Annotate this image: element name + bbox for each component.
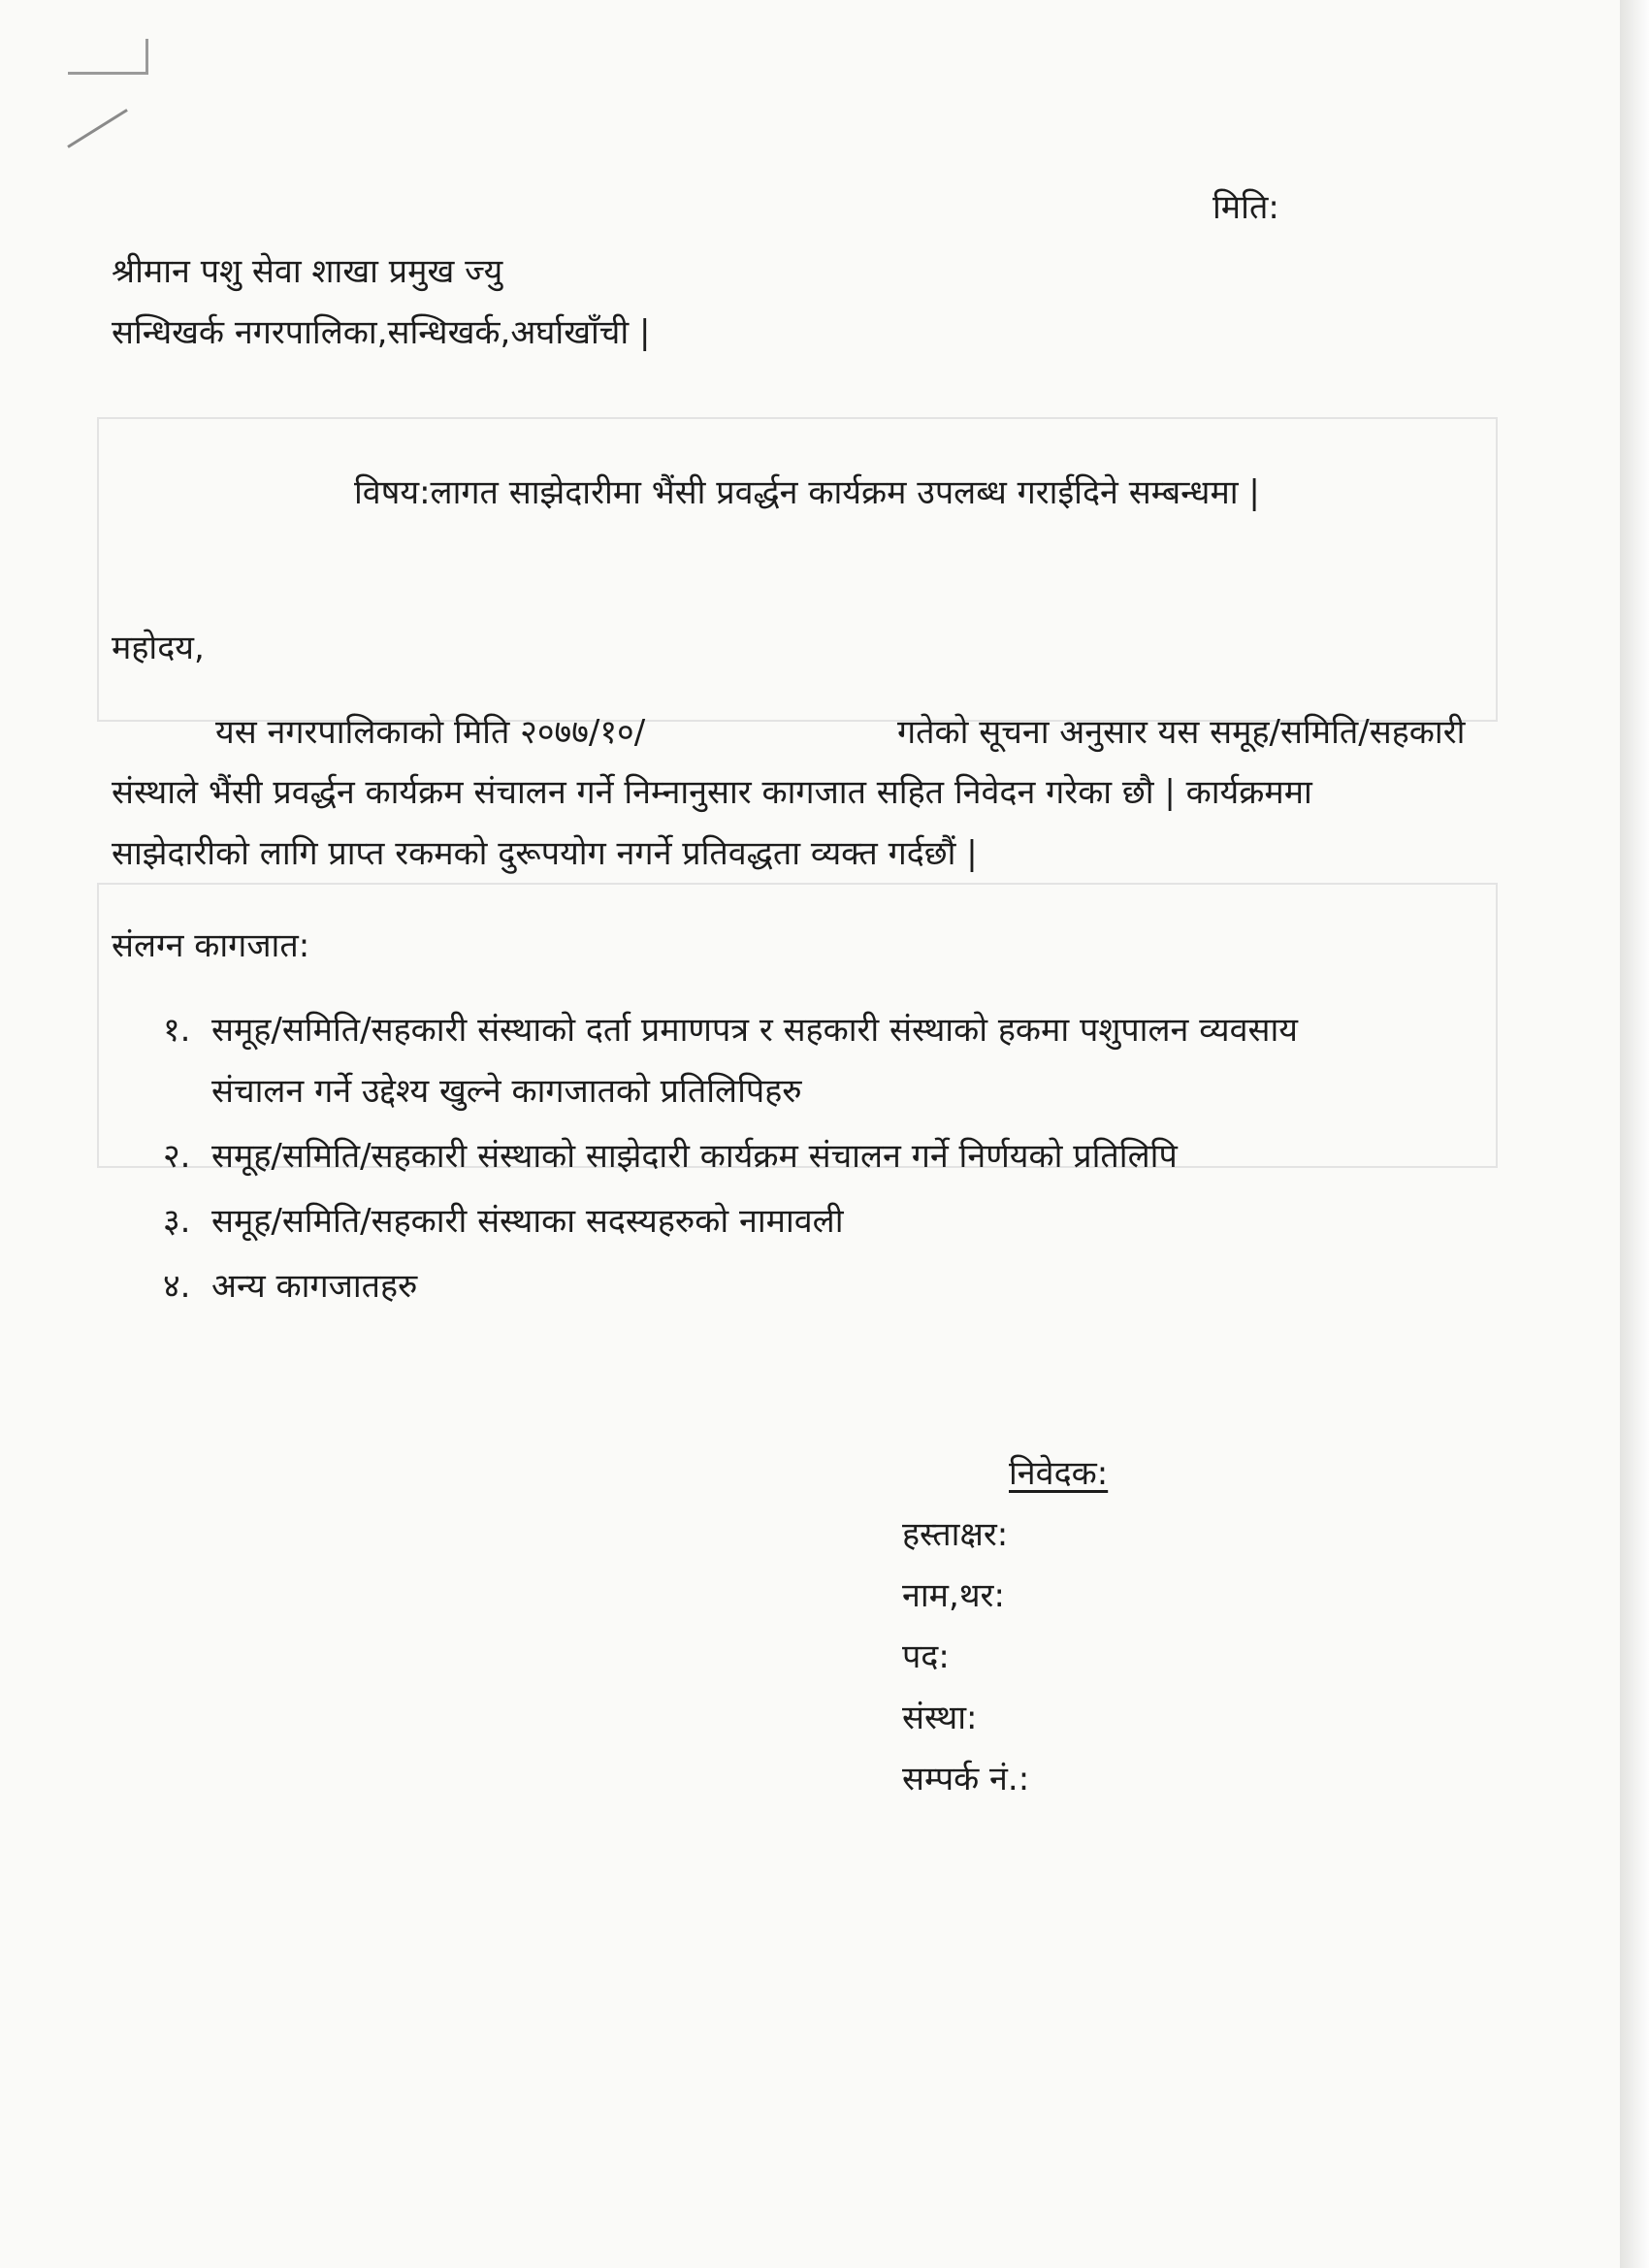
page-edge-shadow <box>1620 0 1649 2268</box>
body-line-1-start: यस नगरपालिकाको मिति २०७७/१०/ <box>215 713 646 752</box>
body-line-2: संस्थाले भैंसी प्रवर्द्धन कार्यक्रम संचालन गर्ने निम्नानुसार कागजात सहित निवेदन गरेका छौ | कार्यक्रममा <box>112 773 1312 812</box>
show-through-table <box>97 417 1498 722</box>
attachment-item-4-line-1: अन्य कागजातहरु <box>211 1267 418 1306</box>
attachment-item-1-line-1: समूह/समिति/सहकारी संस्थाको दर्ता प्रमाणपत्र र सहकारी संस्थाको हकमा पशुपालन व्यवसाय <box>211 1011 1298 1050</box>
attachment-number-3: ३. <box>163 1202 191 1241</box>
attachments-heading: संलग्न कागजात: <box>112 926 310 965</box>
attachment-number-1: १. <box>163 1011 191 1050</box>
applicant-field-name: नाम,थर: <box>902 1576 1005 1615</box>
applicant-heading: निवेदक: <box>1009 1454 1109 1493</box>
attachment-number-4: ४. <box>163 1267 191 1306</box>
corner-pen-mark <box>68 39 148 75</box>
body-line-1-end: गतेको सूचना अनुसार यस समूह/समिति/सहकारी <box>897 713 1466 752</box>
applicant-field-position: पद: <box>902 1637 950 1676</box>
attachment-item-1-line-2: संचालन गर्ने उद्देश्य खुल्ने कागजातको प्रतिलिपिहरु <box>211 1072 802 1111</box>
attachment-item-2-line-1: समूह/समिति/सहकारी संस्थाको साझेदारी कार्यक्रम संचालन गर्ने निर्णयको प्रतिलिपि <box>211 1137 1178 1176</box>
applicant-field-contact: सम्पर्क नं.: <box>902 1760 1030 1798</box>
attachment-item-3-line-1: समूह/समिति/सहकारी संस्थाका सदस्यहरुको नामावली <box>211 1202 844 1241</box>
recipient-line-1: श्रीमान पशु सेवा शाखा प्रमुख ज्यु <box>112 252 503 291</box>
applicant-field-organization: संस्था: <box>902 1699 978 1737</box>
body-line-3: साझेदारीको लागि प्राप्त रकमको दुरूपयोग नगर्ने प्रतिवद्धता व्यक्त गर्दछौं | <box>112 834 978 873</box>
salutation: महोदय, <box>112 629 205 667</box>
recipient-line-2: सन्धिखर्क नगरपालिका,सन्धिखर्क,अर्घाखाँची | <box>112 313 651 352</box>
applicant-field-signature: हस्ताक्षर: <box>902 1515 1009 1554</box>
attachment-number-2: २. <box>163 1137 191 1176</box>
subject-line: विषय:लागत साझेदारीमा भैंसी प्रवर्द्धन कार्यक्रम उपलब्ध गराईदिने सम्बन्धमा | <box>354 473 1260 512</box>
date-label: मिति: <box>1212 188 1279 227</box>
